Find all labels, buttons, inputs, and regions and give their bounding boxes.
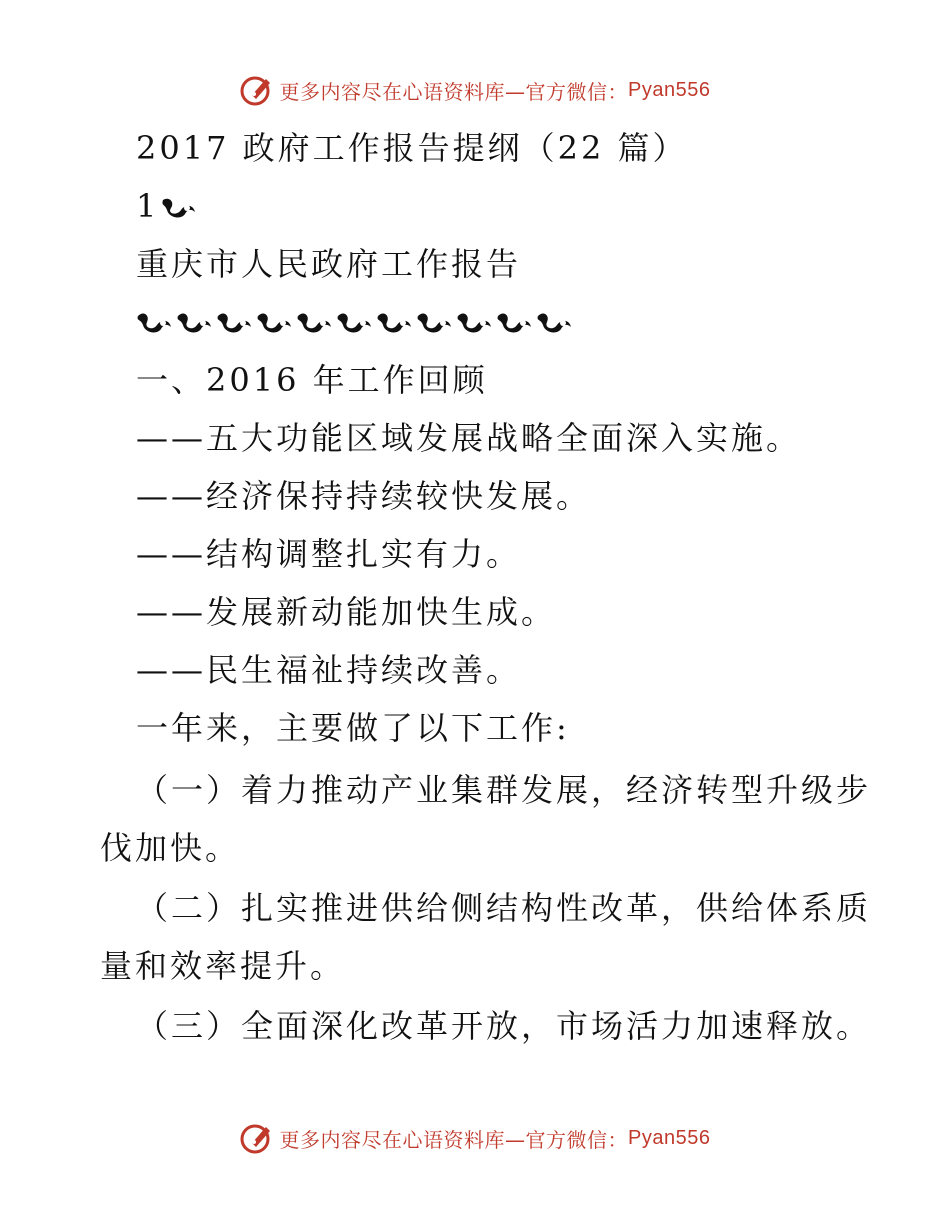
item-number-row [136, 186, 199, 226]
work-item-1-line2: 伐加快。 [100, 829, 241, 867]
watermark-header [0, 70, 950, 110]
watermark-wechat-id: Pyan556 [628, 78, 711, 101]
work-item-2-line2: 量和效率提升。 [100, 947, 346, 985]
point-item: ——结构调整扎实有力。 [136, 535, 522, 573]
ornament-divider [136, 308, 576, 338]
point-item: ——五大功能区域发展战略全面深入实施。 [136, 419, 802, 457]
watermark-footer [0, 1118, 950, 1158]
watermark-wechat-id: Pyan556 [628, 1126, 711, 1149]
pen-nib-logo-icon [240, 73, 274, 107]
point-item: ——经济保持持续较快发展。 [136, 477, 592, 515]
watermark-text: 更多内容尽在心语资料库—官方微信： [279, 79, 629, 104]
fleuron-ornament-icon [159, 194, 199, 220]
point-item: ——民生福祉持续改善。 [136, 651, 522, 689]
section-heading: 一、2016 年工作回顾 [136, 361, 488, 399]
point-item: ——发展新动能加快生成。 [136, 593, 557, 631]
fleuron-ornament-row-icon [136, 308, 576, 338]
summary-intro: 一年来，主要做了以下工作: [136, 709, 570, 747]
watermark-text: 更多内容尽在心语资料库—官方微信： [279, 1127, 629, 1152]
item-number: 1 [136, 187, 160, 225]
pen-nib-logo-icon [240, 1121, 274, 1155]
report-title: 重庆市人民政府工作报告 [136, 245, 522, 283]
document-title: 2017 政府工作报告提纲（22 篇） [136, 129, 688, 167]
work-item-2-line1: （二）扎实推进供给侧结构性改革，供给体系质 [136, 889, 872, 927]
work-item-1-line1: （一）着力推动产业集群发展，经济转型升级步 [136, 771, 872, 809]
work-item-3-line1: （三）全面深化改革开放，市场活力加速释放。 [136, 1007, 872, 1045]
